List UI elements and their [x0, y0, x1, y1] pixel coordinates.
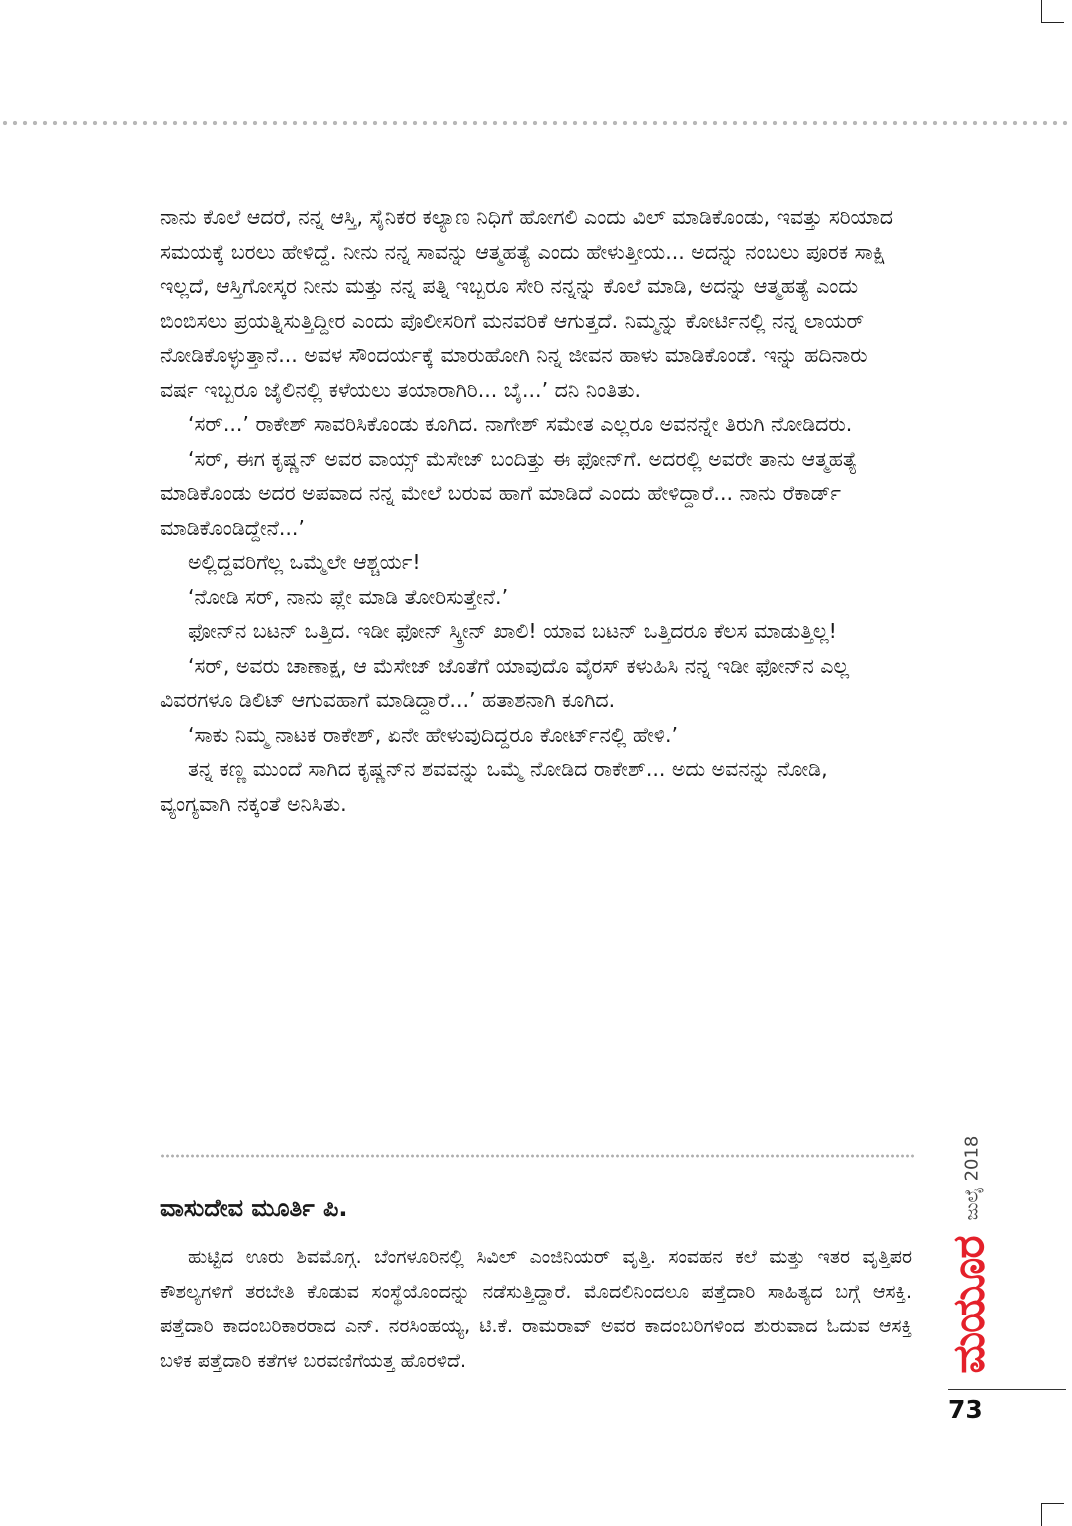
story-paragraph: ‘ಸರ್, ಅವರು ಚಾಣಾಕ್ಷ, ಆ ಮೆಸೇಜ್ ಜೊತೆಗೆ ಯಾವುದೊ ವೈರಸ್ ಕಳುಹಿಸಿ ನನ್ನ ಇಡೀ ಫೋನ್‌ನ ಎಲ್ಲ ವಿವರಗಳೂ ಡಿಲಿಟ್ ಆಗುವಹಾಗೆ ಮಾಡಿದ್ದಾರೆ...’ ಹತಾಶನಾಗಿ ಕೂಗಿದ.	[160, 653, 850, 712]
story-paragraph: ‘ಸಾಕು ನಿಮ್ಮ ನಾಟಕ ರಾಕೇಶ್, ಏನೇ ಹೇಳುವುದಿದ್ದರೂ ಕೋರ್ಟ್‌ನಲ್ಲಿ ಹೇಳಿ.’	[188, 722, 679, 747]
page-number: 73	[948, 1395, 983, 1424]
magazine-logo: ಮಯೂರ	[943, 1236, 995, 1374]
author-bio: ಹುಟ್ಟಿದ ಊರು ಶಿವಮೊಗ್ಗ. ಬೆಂಗಳೂರಿನಲ್ಲಿ ಸಿವಿಲ್ ಎಂಜಿನಿಯರ್ ವೃತ್ತಿ. ಸಂವಹನ ಕಲೆ ಮತ್ತು ಇತರ ವೃತ್ತಿಪರ ಕೌಶಲ್ಯಗಳಿಗೆ ತರಬೇತಿ ಕೊಡುವ ಸಂಸ್ಥೆಯೊಂದನ್ನು ನಡೆಸುತ್ತಿದ್ದಾರೆ. ಮೊದಲಿನಿಂದಲೂ ಪತ್ತೆದಾರಿ ಸಾಹಿತ್ಯದ ಬಗ್ಗೆ ಆಸಕ್ತಿ. ಪತ್ತೆದಾರಿ ಕಾದಂಬರಿಕಾರರಾದ ಎನ್. ನರಸಿಂಹಯ್ಯ, ಟಿ.ಕೆ. ರಾಮರಾವ್ ಅವರ ಕಾದಂಬರಿಗಳಿಂದ ಶುರುವಾದ ಓದುವ ಆಸಕ್ತಿ ಬಳಿಕ ಪತ್ತೆದಾರಿ ಕತೆಗಳ ಬರವಣಿಗೆಯತ್ತ ಹೊರಳಿದೆ.	[160, 1246, 912, 1372]
crop-mark-bottom	[1041, 1503, 1064, 1526]
issue-date: ಜುಲೈ 2018	[961, 1135, 983, 1221]
page-number-rule	[948, 1389, 1066, 1390]
story-paragraph: ‘ಸರ್...’ ರಾಕೇಶ್ ಸಾವರಿಸಿಕೊಂಡು ಕೂಗಿದ. ನಾಗೇಶ್ ಸಮೇತ ಎಲ್ಲರೂ ಅವನನ್ನೇ ತಿರುಗಿ ನೋಡಿದರು.	[188, 412, 853, 436]
crop-mark-top	[1041, 0, 1064, 23]
story-paragraph: ತನ್ನ ಕಣ್ಣ ಮುಂದೆ ಸಾಗಿದ ಕೃಷ್ಣನ್‌ನ ಶವವನ್ನು ಒಮ್ಮೆ ನೋಡಿದ ರಾಕೇಶ್... ಅದು ಅವನನ್ನು ನೋಡಿ, ವ್ಯಂಗ್ಯವಾಗಿ ನಕ್ಕಂತೆ ಅನಿಸಿತು.	[160, 757, 828, 816]
story-paragraph: ‘ಸರ್, ಈಗ ಕೃಷ್ಣನ್ ಅವರ ವಾಯ್ಸ್ ಮೆಸೇಜ್ ಬಂದಿತ್ತು ಈ ಫೋನ್‌ಗೆ. ಅದರಲ್ಲಿ ಅವರೇ ತಾನು ಆತ್ಮಹತ್ಯೆ ಮಾಡಿಕೊಂಡು ಅದರ ಅಪವಾದ ನನ್ನ ಮೇಲೆ ಬರುವ ಹಾಗೆ ಮಾಡಿದೆ ಎಂದು ಹೇಳಿದ್ದಾರೆ... ನಾನು ರೆಕಾರ್ಡ್ ಮಾಡಿಕೊಂಡಿದ್ದೇನೆ...’	[160, 446, 858, 540]
author-name: ವಾಸುದೇವ ಮೂರ್ತಿ ಪಿ.	[160, 1194, 348, 1222]
story-paragraph: ‘ನೋಡಿ ಸರ್, ನಾನು ಪ್ಲೇ ಮಾಡಿ ತೋರಿಸುತ್ತೇನೆ.’	[188, 584, 509, 609]
dotted-header-rule	[0, 120, 1072, 126]
story-paragraph: ಫೋನ್‌ನ ಬಟನ್ ಒತ್ತಿದ. ಇಡೀ ಫೋನ್ ಸ್ಕ್ರೀನ್ ಖಾಲಿ! ಯಾವ ಬಟನ್ ಒತ್ತಿದರೂ ಕೆಲಸ ಮಾಡುತ್ತಿಲ್ಲ!	[188, 619, 837, 643]
story-text	[160, 200, 902, 821]
story-paragraph: ಅಲ್ಲಿದ್ದವರಿಗೆಲ್ಲ ಒಮ್ಮೆಲೇ ಆಶ್ಚರ್ಯ!	[188, 550, 421, 574]
dotted-bio-divider	[160, 1154, 915, 1158]
story-paragraph: ನಾನು ಕೊಲೆ ಆದರೆ, ನನ್ನ ಆಸ್ತಿ, ಸೈನಿಕರ ಕಲ್ಯಾಣ ನಿಧಿಗೆ ಹೋಗಲಿ ಎಂದು ವಿಲ್ ಮಾಡಿಕೊಂಡು, ಇವತ್ತು ಸರಿಯಾದ ಸಮಯಕ್ಕೆ ಬರಲು ಹೇಳಿದ್ದೆ. ನೀನು ನನ್ನ ಸಾವನ್ನು ಆತ್ಮಹತ್ಯೆ ಎಂದು ಹೇಳುತ್ತೀಯ... ಅದನ್ನು ನಂಬಲು ಪೂರಕ ಸಾಕ್ಷಿ ಇಲ್ಲದೆ, ಆಸ್ತಿಗೋಸ್ಕರ ನೀನು ಮತ್ತು ನನ್ನ ಪತ್ನಿ ಇಬ್ಬರೂ ಸೇರಿ ನನ್ನನ್ನು ಕೊಲೆ ಮಾಡಿ, ಅದನ್ನು ಆತ್ಮಹತ್ಯೆ ಎಂದು ಬಿಂಬಿಸಲು ಪ್ರಯತ್ನಿಸುತ್ತಿದ್ದೀರ ಎಂದು ಪೊಲೀಸರಿಗೆ ಮನವರಿಕೆ ಆಗುತ್ತದೆ. ನಿಮ್ಮನ್ನು ಕೋರ್ಟಿನಲ್ಲಿ ನನ್ನ ಲಾಯರ್ ನೋಡಿಕೊಳ್ಳುತ್ತಾನೆ... ಅವಳ ಸೌಂದರ್ಯಕ್ಕೆ ಮಾರುಹೋಗಿ ನಿನ್ನ ಜೀವನ ಹಾಳು ಮಾಡಿಕೊಂಡೆ. ಇನ್ನು ಹದಿನಾರು ವರ್ಷ ಇಬ್ಬರೂ ಜೈಲಿನಲ್ಲಿ ಕಳೆಯಲು ತಯಾರಾಗಿರಿ... ಬೈ...’ ದನಿ ನಿಂತಿತು.	[160, 205, 893, 402]
